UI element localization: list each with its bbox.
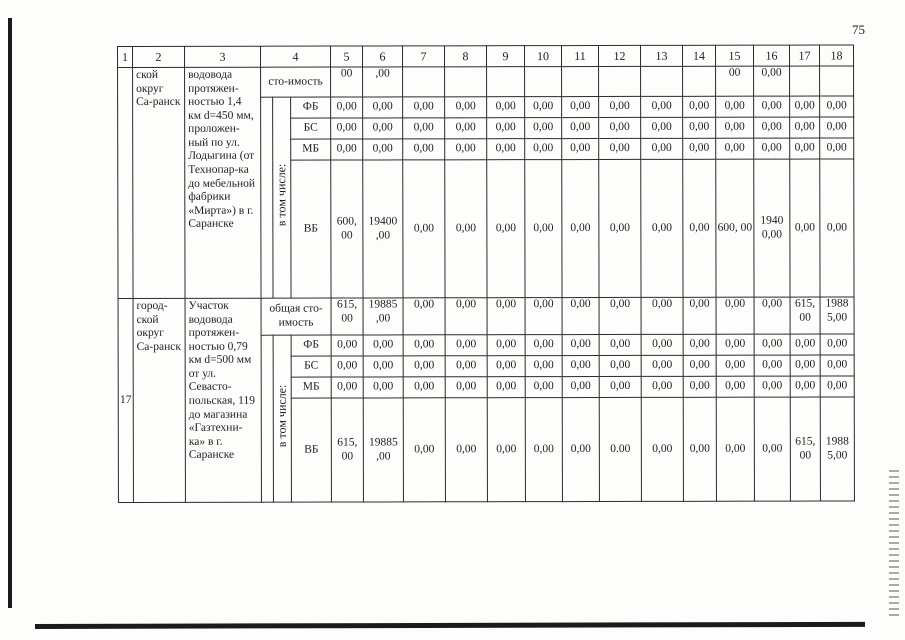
total-row bbox=[118, 297, 854, 336]
column-header: 1 bbox=[118, 46, 133, 67]
funding-value: 0,00 bbox=[599, 117, 641, 138]
funding-value: 0,00 bbox=[683, 96, 716, 117]
total-value: ,00 bbox=[363, 67, 403, 97]
funding-value: 1940 0,00 bbox=[754, 159, 790, 297]
total-value bbox=[683, 66, 716, 96]
total-value bbox=[487, 67, 525, 97]
funding-value: 0,00 bbox=[331, 377, 363, 398]
funding-value: 0,00 bbox=[562, 96, 599, 117]
funding-value: 0,00 bbox=[331, 335, 363, 356]
funding-value: 0,00 bbox=[403, 377, 445, 398]
funding-value: 19885 ,00 bbox=[363, 398, 403, 502]
scan-edge-bottom bbox=[35, 622, 865, 629]
funding-value: 0,00 bbox=[683, 159, 716, 297]
column-header: 10 bbox=[525, 46, 562, 67]
page-number: 75 bbox=[852, 22, 865, 37]
funding-value: 0,00 bbox=[683, 355, 716, 376]
funding-value: 0,00 bbox=[562, 138, 599, 159]
funding-value: 0,00 bbox=[487, 139, 525, 160]
funding-value: 0,00 bbox=[487, 97, 525, 118]
funding-value: 0,00 bbox=[790, 334, 820, 355]
funding-value: 0,00 bbox=[403, 139, 445, 160]
total-value: 615, 00 bbox=[331, 298, 363, 335]
funding-value: 0,00 bbox=[790, 159, 820, 297]
funding-value: 0,00 bbox=[641, 159, 683, 297]
funding-value: 0,00 bbox=[403, 118, 445, 139]
total-value: 1988 5,00 bbox=[820, 297, 854, 334]
funding-source-label: ФБ bbox=[291, 335, 331, 356]
column-header: 6 bbox=[363, 46, 403, 67]
funding-value: 0,00 bbox=[820, 355, 854, 376]
funding-value: 0,00 bbox=[641, 117, 683, 138]
column-header: 4 bbox=[261, 46, 331, 67]
funding-value: 0,00 bbox=[716, 397, 754, 501]
total-value: 0,00 bbox=[403, 298, 445, 335]
funding-value: 0,00 bbox=[790, 376, 820, 397]
funding-value: 0,00 bbox=[599, 138, 641, 159]
funding-value: 0,00 bbox=[331, 118, 363, 139]
funding-value: 0,00 bbox=[754, 138, 790, 159]
funding-value: 0,00 bbox=[562, 117, 599, 138]
funding-value: 600, 00 bbox=[716, 159, 754, 297]
including-label-cell bbox=[273, 97, 291, 298]
column-header: 2 bbox=[133, 46, 185, 67]
total-value: 0,00 bbox=[754, 297, 790, 334]
indent-cell bbox=[261, 335, 273, 502]
funding-value: 0,00 bbox=[820, 376, 854, 397]
funding-value: 0,00 bbox=[754, 117, 790, 138]
including-label: в том числе: bbox=[275, 385, 290, 448]
total-value bbox=[445, 67, 487, 97]
funding-value: 0,00 bbox=[716, 138, 754, 159]
funding-value: 0,00 bbox=[363, 139, 403, 160]
funding-value: 0,00 bbox=[820, 138, 854, 159]
funding-value: 0.00 bbox=[599, 397, 641, 501]
funding-value: 0,00 bbox=[641, 355, 683, 376]
total-value: 0,00 bbox=[716, 297, 754, 334]
funding-value: 0,00 bbox=[331, 139, 363, 160]
funding-value: 0,00 bbox=[754, 96, 790, 117]
funding-value: 0,00 bbox=[599, 376, 641, 397]
funding-value: 0,00 bbox=[487, 377, 525, 398]
funding-value: 0,00 bbox=[487, 335, 525, 356]
column-header: 9 bbox=[487, 46, 525, 67]
total-cost-label: сто-имость bbox=[261, 67, 331, 97]
funding-source-label: МБ bbox=[291, 139, 331, 160]
funding-value: 0,00 bbox=[820, 159, 854, 297]
total-value: 19885 ,00 bbox=[363, 298, 403, 335]
column-header: 15 bbox=[715, 45, 753, 66]
total-value: 0,00 bbox=[487, 298, 525, 335]
funding-value: 0,00 bbox=[403, 356, 445, 377]
funding-value: 0,00 bbox=[820, 117, 854, 138]
funding-value: 0,00 bbox=[331, 97, 363, 118]
total-value: 0,00 bbox=[562, 297, 599, 334]
funding-value: 0,00 bbox=[363, 118, 403, 139]
total-value: 0,00 bbox=[525, 298, 562, 335]
funding-value: 0,00 bbox=[487, 160, 525, 298]
total-value: 615, 00 bbox=[790, 297, 820, 334]
funding-value: 0,00 bbox=[599, 159, 641, 297]
funding-value: 0,00 bbox=[790, 117, 820, 138]
municipality-cell: ской округ Са-ранск bbox=[133, 67, 185, 298]
funding-value: 0,00 bbox=[716, 117, 754, 138]
funding-value: 0,00 bbox=[487, 398, 525, 502]
funding-value: 0,00 bbox=[790, 138, 820, 159]
column-header: 11 bbox=[562, 45, 599, 66]
column-header: 3 bbox=[185, 46, 261, 67]
indent-cell bbox=[261, 97, 273, 298]
municipality-cell: город-ской округ Са-ранск bbox=[133, 298, 185, 502]
funding-value: 0,00 bbox=[683, 334, 716, 355]
funding-value: 0,00 bbox=[331, 356, 363, 377]
object-description: водовода протяжен-ностью 1,4 км d=450 мм, проложен-ный по ул. Лодыгина (от Технопар-ка до мебельной фабрики «Мирта») в г. Саранске bbox=[185, 67, 261, 298]
funding-value: 0,00 bbox=[599, 334, 641, 355]
funding-value: 0,00 bbox=[716, 355, 754, 376]
total-value bbox=[525, 67, 562, 97]
column-header: 14 bbox=[682, 45, 715, 66]
funding-value: 19400 ,00 bbox=[363, 160, 403, 298]
funding-value: 0,00 bbox=[445, 356, 487, 377]
funding-value: 0,00 bbox=[754, 376, 790, 397]
funding-value: 0,00 bbox=[525, 356, 562, 377]
funding-source-label: МБ bbox=[291, 377, 331, 398]
funding-value: 0,00 bbox=[403, 398, 445, 502]
funding-source-label: БС bbox=[291, 356, 331, 377]
column-header: 8 bbox=[445, 46, 487, 67]
funding-value: 0,00 bbox=[716, 334, 754, 355]
funding-value: 0,00 bbox=[790, 355, 820, 376]
total-value: 00 bbox=[331, 67, 363, 97]
funding-source-label: БС bbox=[291, 118, 331, 139]
funding-value: 0,00 bbox=[641, 376, 683, 397]
funding-value: 0,00 bbox=[525, 118, 562, 139]
funding-value: 0,00 bbox=[525, 377, 562, 398]
funding-value: 0,00 bbox=[754, 397, 790, 501]
funding-value: 0,00 bbox=[445, 160, 487, 298]
budget-table bbox=[117, 44, 855, 503]
column-header: 13 bbox=[640, 45, 682, 66]
funding-value: 0,00 bbox=[562, 334, 599, 355]
column-header: 18 bbox=[819, 45, 853, 66]
total-row bbox=[118, 66, 854, 98]
total-value: 0,00 bbox=[445, 298, 487, 335]
funding-value: 0,00 bbox=[562, 355, 599, 376]
total-value: 00 bbox=[716, 66, 754, 96]
funding-value: 0,00 bbox=[683, 138, 716, 159]
funding-value: 0,00 bbox=[683, 397, 716, 501]
funding-value: 0,00 bbox=[641, 334, 683, 355]
funding-value: 0,00 bbox=[641, 397, 683, 501]
funding-value: 0,00 bbox=[754, 334, 790, 355]
funding-value: 0,00 bbox=[525, 160, 562, 298]
total-value bbox=[641, 66, 683, 96]
total-value bbox=[790, 66, 820, 96]
funding-value: 615, 00 bbox=[790, 397, 820, 501]
funding-value: 0,00 bbox=[487, 356, 525, 377]
total-value bbox=[599, 66, 641, 96]
including-label-cell bbox=[273, 335, 291, 502]
header-row bbox=[118, 45, 854, 68]
funding-value: 615, 00 bbox=[331, 398, 363, 502]
funding-source-label: ФБ bbox=[291, 97, 331, 118]
funding-value: 0,00 bbox=[683, 376, 716, 397]
column-header: 16 bbox=[753, 45, 789, 66]
funding-source-label: ВБ bbox=[291, 398, 331, 502]
funding-value: 0,00 bbox=[716, 376, 754, 397]
funding-value: 0,00 bbox=[599, 96, 641, 117]
funding-value: 0,00 bbox=[641, 96, 683, 117]
funding-value: 0,00 bbox=[599, 355, 641, 376]
funding-value: 0,00 bbox=[445, 97, 487, 118]
total-value: 0,00 bbox=[641, 297, 683, 334]
column-header: 5 bbox=[331, 46, 363, 67]
row-number bbox=[118, 67, 133, 298]
column-header: 17 bbox=[789, 45, 819, 66]
funding-value: 0,00 bbox=[363, 356, 403, 377]
funding-value: 0,00 bbox=[445, 335, 487, 356]
funding-value: 0,00 bbox=[487, 118, 525, 139]
funding-value: 0,00 bbox=[403, 160, 445, 298]
row-number: 17 bbox=[118, 298, 133, 502]
including-label: в том числе: bbox=[274, 164, 289, 227]
funding-value: 0,00 bbox=[525, 97, 562, 118]
funding-value: 0,00 bbox=[403, 97, 445, 118]
funding-value: 600, 00 bbox=[331, 160, 363, 298]
funding-value: 0,00 bbox=[445, 398, 487, 502]
column-header: 7 bbox=[403, 46, 445, 67]
object-description: Участок водовода протяжен-ностью 0,79 км d=500 мм от ул. Севасто-польская, 119 до магазина «Газтехни-ка» в г. Саранске bbox=[185, 298, 261, 502]
total-cost-label: общая сто-имость bbox=[261, 298, 331, 335]
funding-source-label: ВБ bbox=[291, 160, 331, 298]
total-value bbox=[820, 66, 854, 96]
funding-value: 0,00 bbox=[363, 377, 403, 398]
funding-value: 0,00 bbox=[403, 335, 445, 356]
funding-value: 0,00 bbox=[562, 397, 599, 501]
funding-value: 0,00 bbox=[363, 97, 403, 118]
funding-value: 0,00 bbox=[445, 118, 487, 139]
total-value: 0,00 bbox=[754, 66, 790, 96]
funding-value: 0,00 bbox=[820, 334, 854, 355]
funding-value: 0,00 bbox=[641, 138, 683, 159]
total-value: 0,00 bbox=[683, 297, 716, 334]
funding-value: 0,00 bbox=[754, 355, 790, 376]
funding-value: 0,00 bbox=[525, 398, 562, 502]
funding-value: 0,00 bbox=[790, 96, 820, 117]
funding-value: 0,00 bbox=[525, 335, 562, 356]
funding-value: 1988 5,00 bbox=[820, 397, 854, 501]
funding-value: 0,00 bbox=[820, 96, 854, 117]
scan-noise-right bbox=[889, 470, 899, 620]
column-header: 12 bbox=[599, 45, 641, 66]
funding-value: 0,00 bbox=[562, 159, 599, 297]
funding-value: 0,00 bbox=[525, 139, 562, 160]
scan-edge-left bbox=[8, 18, 12, 608]
total-value bbox=[562, 66, 599, 96]
funding-value: 0,00 bbox=[363, 335, 403, 356]
total-value: 0,00 bbox=[599, 297, 641, 334]
funding-value: 0,00 bbox=[562, 376, 599, 397]
funding-value: 0,00 bbox=[445, 377, 487, 398]
total-value bbox=[403, 67, 445, 97]
funding-value: 0,00 bbox=[716, 96, 754, 117]
funding-value: 0,00 bbox=[445, 139, 487, 160]
funding-value: 0,00 bbox=[683, 117, 716, 138]
